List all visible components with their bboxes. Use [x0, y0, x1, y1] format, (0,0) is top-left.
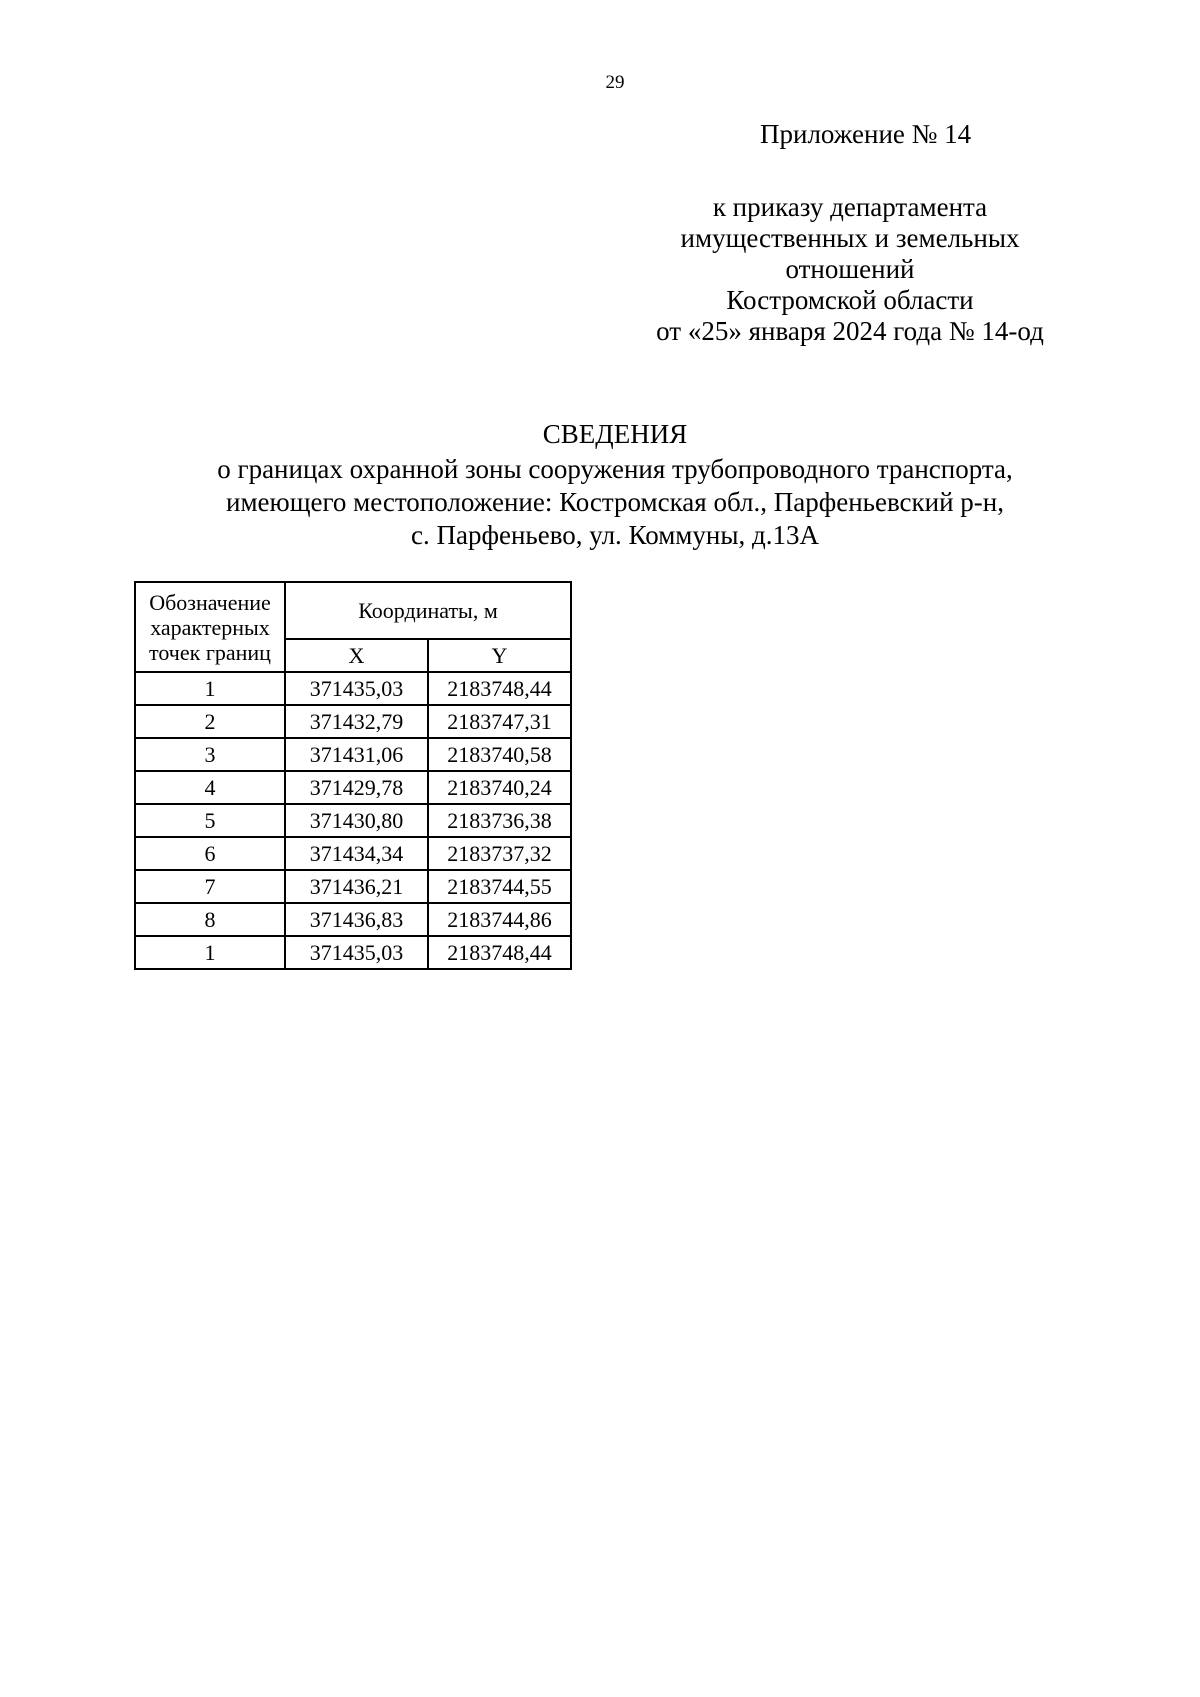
cell-x: 371436,21 [285, 870, 428, 903]
header-point-line: точек границ [149, 639, 271, 665]
cell-x: 371434,34 [285, 837, 428, 870]
header-y: Y [428, 639, 571, 672]
cell-point: 8 [135, 903, 285, 936]
cell-point: 6 [135, 837, 285, 870]
document-subheading [0, 453, 1200, 552]
cell-y: 2183736,38 [428, 804, 571, 837]
cell-y: 2183748,44 [428, 672, 571, 705]
order-line: от «25» января 2024 года № 14-од [656, 316, 1044, 346]
order-reference [640, 192, 1060, 347]
document-heading: СВЕДЕНИЯ [542, 419, 688, 449]
page-number: 29 [605, 72, 625, 93]
table-row [135, 936, 571, 969]
table-row [135, 705, 571, 738]
header-coordinates: Координаты, м [285, 582, 571, 639]
table-row [135, 837, 571, 870]
cell-point: 1 [135, 936, 285, 969]
cell-x: 371435,03 [285, 672, 428, 705]
table-row [135, 870, 571, 903]
order-line: Костромской области [726, 285, 974, 315]
cell-point: 5 [135, 804, 285, 837]
cell-x: 371429,78 [285, 771, 428, 804]
order-line: отношений [785, 254, 915, 284]
subheading-line: имеющего местоположение: Костромская обл., Парфеньевский р-н, [226, 487, 1004, 517]
table-row [135, 672, 571, 705]
coordinates-table [134, 581, 572, 970]
subheading-line: с. Парфеньево, ул. Коммуны, д.13А [411, 520, 819, 550]
cell-y: 2183744,86 [428, 903, 571, 936]
header-x: X [285, 639, 428, 672]
cell-y: 2183744,55 [428, 870, 571, 903]
table-row [135, 771, 571, 804]
subheading-line: о границах охранной зоны сооружения трубопроводного транспорта, [217, 454, 1013, 484]
cell-point: 7 [135, 870, 285, 903]
cell-x: 371436,83 [285, 903, 428, 936]
header-point-line: характерных [150, 614, 270, 640]
cell-point: 3 [135, 738, 285, 771]
cell-y: 2183747,31 [428, 705, 571, 738]
cell-y: 2183740,58 [428, 738, 571, 771]
header-point-line: Обозначение [149, 589, 271, 615]
cell-y: 2183748,44 [428, 936, 571, 969]
table-row [135, 804, 571, 837]
order-line: к приказу департамента [712, 192, 988, 222]
cell-point: 1 [135, 672, 285, 705]
cell-x: 371430,80 [285, 804, 428, 837]
cell-x: 371431,06 [285, 738, 428, 771]
appendix-title: Приложение № 14 [760, 119, 972, 149]
cell-point: 4 [135, 771, 285, 804]
table-row [135, 738, 571, 771]
cell-point: 2 [135, 705, 285, 738]
order-line: имущественных и земельных [680, 223, 1020, 253]
header-point-designation [135, 582, 285, 672]
table-row [135, 903, 571, 936]
cell-y: 2183737,32 [428, 837, 571, 870]
cell-x: 371432,79 [285, 705, 428, 738]
cell-y: 2183740,24 [428, 771, 571, 804]
cell-x: 371435,03 [285, 936, 428, 969]
